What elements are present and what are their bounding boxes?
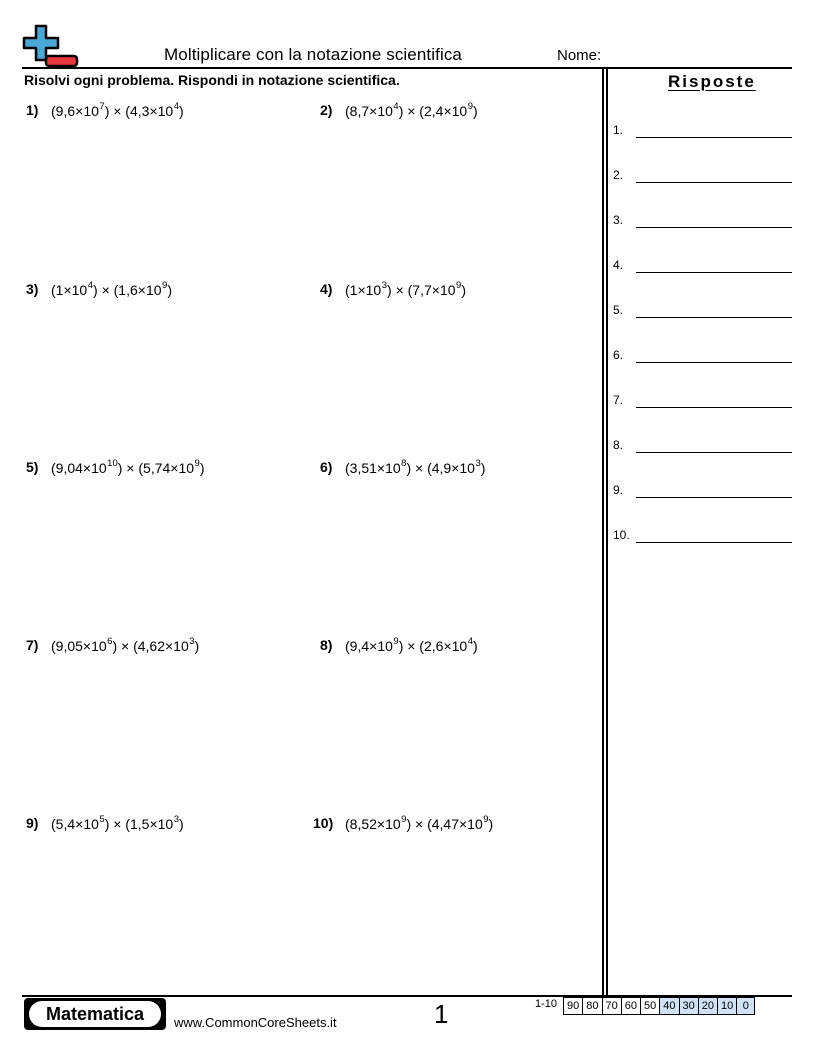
- times-ten: ×10: [376, 816, 401, 832]
- factor-a-mantissa: 3,51: [349, 460, 377, 476]
- answer-number: 3.: [613, 213, 624, 227]
- problem-expression: $(9,04\times 10^{10}) \times (5,74\times 10^9)$: [51, 458, 205, 476]
- factor-b-exponent: 9: [194, 458, 200, 469]
- answer-line[interactable]: [636, 317, 792, 318]
- problem-expression: $(1\times 10^3) \times (7,7\times 10^9)$: [345, 280, 466, 298]
- header-rule: [22, 67, 792, 69]
- factor-b-exponent: 9: [467, 101, 473, 112]
- brand-badge: [24, 998, 166, 1030]
- answer-line[interactable]: [636, 452, 792, 453]
- factor-a-mantissa: 9,05: [55, 638, 83, 654]
- answer-row: [613, 258, 793, 278]
- times-ten: ×10: [149, 816, 174, 832]
- factor-b-mantissa: 4,3: [129, 103, 150, 119]
- factor-b-exponent: 3: [189, 636, 195, 647]
- multiply-operator: ) × (: [104, 816, 130, 832]
- times-ten: ×10: [369, 103, 393, 119]
- answer-line[interactable]: [636, 137, 792, 138]
- times-ten: ×10: [357, 282, 382, 298]
- factor-a-mantissa: 9,4: [349, 638, 370, 654]
- factor-b-mantissa: 4,62: [137, 638, 165, 654]
- answer-row: [613, 438, 793, 458]
- score-cell: 80: [582, 997, 602, 1015]
- name-label: Nome:: [557, 47, 602, 64]
- answer-row: [613, 348, 793, 368]
- problem-expression: $(3,51\times 10^8) \times (4,9\times 10^3)$: [345, 458, 486, 476]
- problem-expression: $(9,05\times 10^6) \times (4,62\times 10^3)$: [51, 636, 200, 654]
- answer-line[interactable]: [636, 182, 792, 183]
- factor-b-mantissa: 7,7: [412, 282, 432, 298]
- factor-a-mantissa: 1: [349, 282, 358, 298]
- answer-number: 1.: [613, 123, 624, 137]
- answer-row: [613, 123, 793, 143]
- problem-number: 7): [26, 637, 39, 653]
- factor-b-mantissa: 2,6: [423, 638, 444, 654]
- times-ten: ×10: [369, 638, 393, 654]
- multiply-operator: ) × (: [93, 282, 119, 298]
- plus-minus-logo-icon: [22, 24, 80, 68]
- factor-a-exponent: 8: [401, 458, 407, 469]
- factor-b-mantissa: 1,5: [129, 816, 150, 832]
- factor-a-exponent: 4: [87, 280, 94, 291]
- factor-b-exponent: 9: [162, 280, 168, 291]
- answer-row: [613, 213, 793, 233]
- answer-line[interactable]: [636, 272, 792, 273]
- problem-number: 2): [320, 102, 333, 118]
- problem-expression: $(5,4\times 10^5) \times (1,5\times 10^3)$: [51, 814, 184, 832]
- factor-b-exponent: 9: [483, 814, 489, 825]
- score-cell: 60: [621, 997, 641, 1015]
- factor-a-exponent: 5: [99, 814, 105, 825]
- factor-a-exponent: 9: [393, 636, 399, 647]
- score-cell: 70: [602, 997, 622, 1015]
- answer-column-divider: [602, 68, 604, 995]
- score-cell: 40: [659, 997, 679, 1015]
- times-ten: ×10: [137, 282, 162, 298]
- answer-line[interactable]: [636, 542, 792, 543]
- problem-number: 9): [26, 815, 39, 831]
- factor-a-mantissa: 5,4: [55, 816, 76, 832]
- answer-line[interactable]: [636, 407, 792, 408]
- site-url: www.CommonCoreSheets.it: [174, 1015, 337, 1030]
- times-ten: ×10: [75, 816, 99, 832]
- problem-expression: $(9,6\times 10^7) \times (4,3\times 10^4)$: [51, 101, 184, 119]
- factor-b-exponent: 9: [456, 280, 462, 291]
- times-ten: ×10: [376, 460, 401, 476]
- problem-number: 4): [320, 281, 333, 297]
- problem-number: 10): [313, 815, 334, 831]
- factor-b-exponent: 3: [475, 458, 481, 469]
- times-ten: ×10: [431, 282, 456, 298]
- times-ten: ×10: [75, 103, 99, 119]
- factor-b-mantissa: 5,74: [143, 460, 171, 476]
- multiply-operator: ) × (: [398, 103, 424, 119]
- multiply-operator: ) × (: [117, 460, 144, 476]
- factor-a-exponent: 3: [381, 280, 388, 291]
- answer-number: 9.: [613, 483, 624, 497]
- answer-number: 5.: [613, 303, 624, 317]
- times-ten: ×10: [451, 460, 475, 476]
- score-cell: 90: [563, 997, 583, 1015]
- problem-number: 3): [26, 281, 39, 297]
- problem-number: 1): [26, 102, 39, 118]
- times-ten: ×10: [443, 638, 468, 654]
- answer-row: [613, 303, 793, 323]
- multiply-operator: ) × (: [406, 816, 432, 832]
- instructions: Risolvi ogni problema. Rispondi in notazione scientifica.: [24, 72, 400, 88]
- times-ten: ×10: [459, 816, 483, 832]
- page-number: 1: [434, 999, 449, 1029]
- problem-expression: $(1\times 10^4) \times (1,6\times 10^9)$: [51, 280, 172, 298]
- times-ten: ×10: [63, 282, 88, 298]
- answer-row: [613, 483, 793, 503]
- times-ten: ×10: [82, 460, 107, 476]
- problem-expression: $(8,52\times 10^9) \times (4,47\times 10^9)$: [345, 814, 494, 832]
- answer-row: [613, 393, 793, 413]
- factor-b-exponent: 3: [173, 814, 179, 825]
- factor-b-mantissa: 4,47: [431, 816, 459, 832]
- score-cell: 30: [679, 997, 699, 1015]
- multiply-operator: ) × (: [406, 460, 432, 476]
- answer-line[interactable]: [636, 497, 792, 498]
- problem-number: 5): [26, 459, 39, 475]
- answer-number: 8.: [613, 438, 624, 452]
- score-cell: 20: [698, 997, 718, 1015]
- score-cell: 10: [717, 997, 737, 1015]
- times-ten: ×10: [170, 460, 195, 476]
- factor-a-exponent: 4: [393, 101, 399, 112]
- factor-a-mantissa: 1: [55, 282, 64, 298]
- factor-a-mantissa: 9,04: [55, 460, 83, 476]
- factor-a-exponent: 10: [107, 458, 118, 469]
- multiply-operator: ) × (: [398, 638, 424, 654]
- factor-a-mantissa: 9,6: [55, 103, 76, 119]
- worksheet-title: Moltiplicare con la notazione scientifica: [164, 45, 462, 64]
- answer-number: 6.: [613, 348, 624, 362]
- score-range-label: 1-10: [535, 998, 558, 1010]
- factor-a-mantissa: 8,52: [349, 816, 377, 832]
- times-ten: ×10: [82, 638, 107, 654]
- brand-label: Matematica: [29, 1001, 161, 1027]
- times-ten: ×10: [149, 103, 174, 119]
- answer-number: 2.: [613, 168, 624, 182]
- answer-number: 4.: [613, 258, 624, 272]
- score-table: [564, 997, 755, 1015]
- answer-column-divider: [606, 68, 608, 995]
- factor-b-exponent: 4: [173, 101, 179, 112]
- answer-number: 7.: [613, 393, 624, 407]
- factor-a-exponent: 9: [401, 814, 407, 825]
- factor-b-exponent: 4: [467, 636, 473, 647]
- answer-number: 10.: [613, 528, 630, 542]
- problem-number: 6): [320, 459, 333, 475]
- multiply-operator: ) × (: [112, 638, 138, 654]
- factor-a-mantissa: 8,7: [349, 103, 370, 119]
- answer-line[interactable]: [636, 227, 792, 228]
- answer-row: [613, 168, 793, 188]
- problem-expression: $(9,4\times 10^9) \times (2,6\times 10^4)$: [345, 636, 478, 654]
- score-cell: 0: [736, 997, 755, 1015]
- times-ten: ×10: [443, 103, 468, 119]
- multiply-operator: ) × (: [387, 282, 413, 298]
- factor-b-mantissa: 4,9: [431, 460, 452, 476]
- problem-expression: $(8,7\times 10^4) \times (2,4\times 10^9)$: [345, 101, 478, 119]
- factor-a-exponent: 7: [99, 101, 105, 112]
- answer-line[interactable]: [636, 362, 792, 363]
- factor-b-mantissa: 1,6: [118, 282, 138, 298]
- answers-title: Risposte: [668, 72, 756, 91]
- multiply-operator: ) × (: [104, 103, 130, 119]
- factor-b-mantissa: 2,4: [423, 103, 444, 119]
- factor-a-exponent: 6: [107, 636, 113, 647]
- score-cell: 50: [640, 997, 660, 1015]
- answer-row: [613, 528, 793, 548]
- problem-number: 8): [320, 637, 333, 653]
- times-ten: ×10: [165, 638, 189, 654]
